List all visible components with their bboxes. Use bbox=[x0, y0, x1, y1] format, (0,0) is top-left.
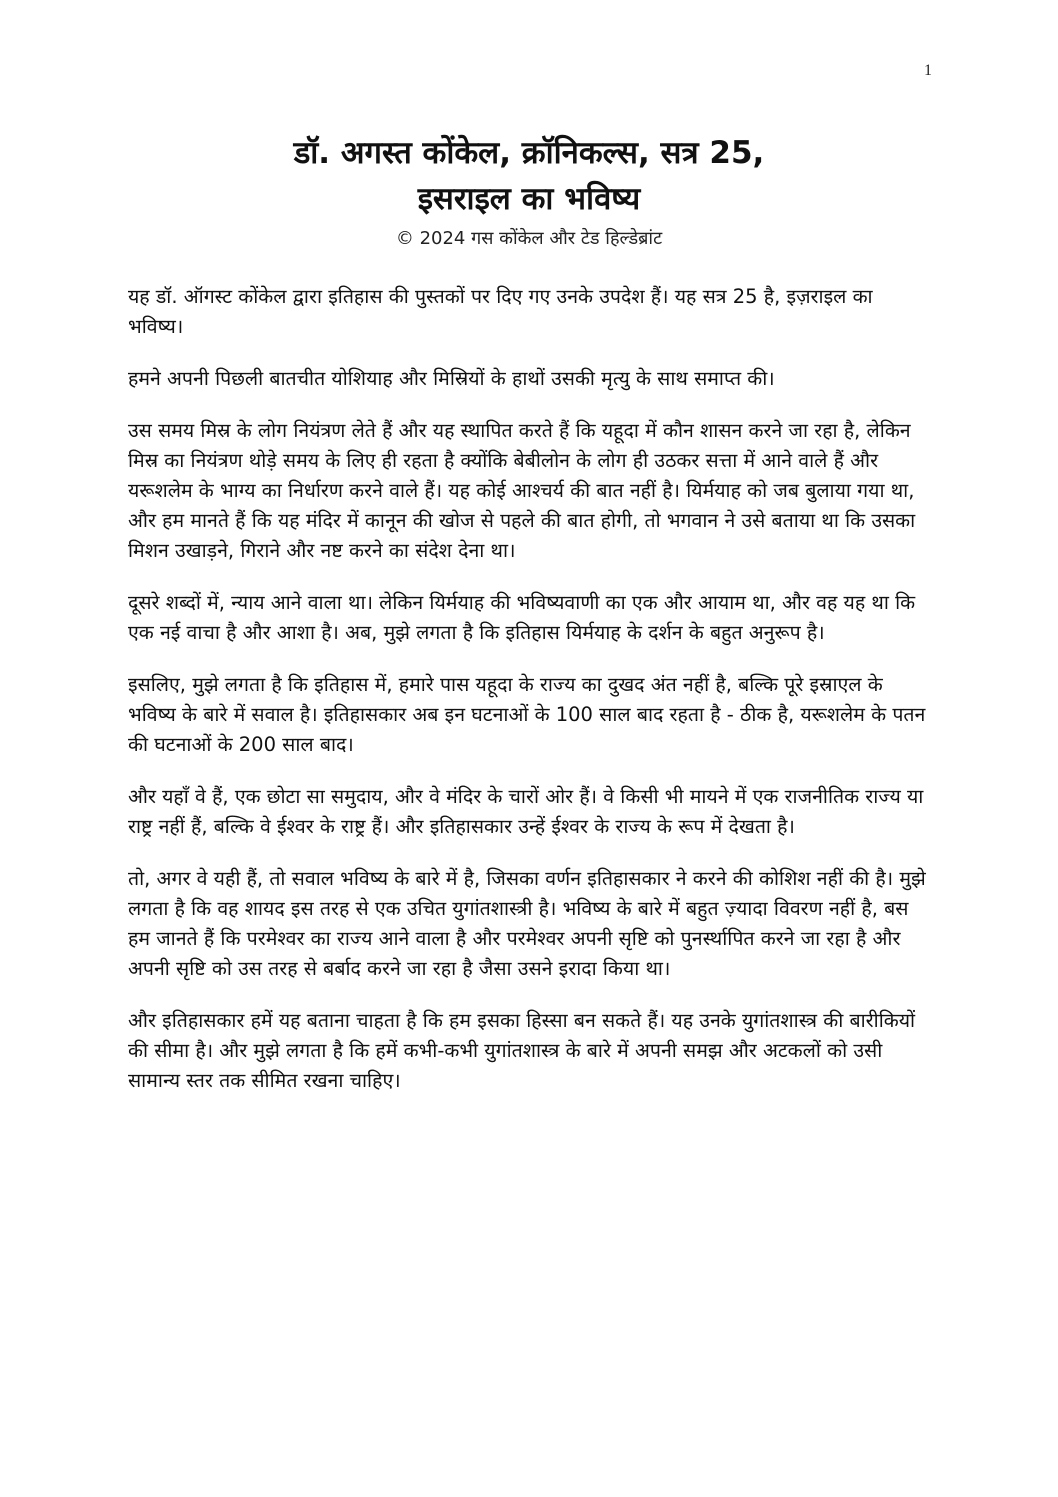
paragraph-6: और यहाँ वे हैं, एक छोटा सा समुदाय, और वे मंदिर के चारों ओर हैं। वे किसी भी मायने में एक राजनीतिक राज्य या राष्ट्र नहीं हैं, बल्कि वे ईश्वर के राष्ट्र हैं। और इतिहासकार उन्हें ईश्वर के राज्य के रूप में देखता है। bbox=[128, 785, 924, 838]
page-number: 1 bbox=[924, 62, 932, 79]
paragraph-1: यह डॉ. ऑगस्ट कोंकेल द्वारा इतिहास की पुस्तकों पर दिए गए उनके उपदेश हैं। यह सत्र 25 है, इज़राइल का भविष्य। bbox=[128, 285, 873, 338]
paragraph-3: उस समय मिस्र के लोग नियंत्रण लेते हैं और यह स्थापित करते हैं कि यहूदा में कौन शासन करने जा रहा है, लेकिन मिस्र का नियंत्रण थोड़े समय के लिए ही रहता है क्योंकि बेबीलोन के लोग ही उठकर सत्ता में आने वाले हैं और यरूशलेम के भाग्य का निर्धारण करने वाले हैं। यह कोई आश्चर्य की बात नहीं है। यिर्मयाह को जब बुलाया गया था, और हम मानते हैं कि यह मंदिर में कानून की खोज से पहले की बात होगी, तो भगवान ने उसे बताया था कि उसका मिशन उखाड़ने, गिराने और नष्ट करने का संदेश देना था। bbox=[128, 419, 916, 562]
paragraph-2: हमने अपनी पिछली बातचीत योशियाह और मिस्रियों के हाथों उसकी मृत्यु के साथ समाप्त की। bbox=[128, 367, 775, 390]
paragraph-8: और इतिहासकार हमें यह बताना चाहता है कि हम इसका हिस्सा बन सकते हैं। यह उनके युगांतशास्त्र की बारीकियों की सीमा है। और मुझे लगता है कि हमें कभी-कभी युगांतशास्त्र के बारे में अपनी समझ और अटकलों को उसी सामान्य स्तर तक सीमित रखना चाहिए। bbox=[128, 1009, 916, 1092]
paragraph-5: इसलिए, मुझे लगता है कि इतिहास में, हमारे पास यहूदा के राज्य का दुखद अंत नहीं है, बल्कि पूरे इस्राएल के भविष्य के बारे में सवाल है। इतिहासकार अब इन घटनाओं के 100 साल बाद रहता है - ठीक है, यरूशलेम के पतन की घटनाओं के 200 साल बाद। bbox=[128, 673, 926, 756]
page-title bbox=[100, 130, 958, 222]
copyright-line: © 2024 गस कोंकेल और टेड हिल्डेब्रांट bbox=[395, 228, 663, 249]
document-body bbox=[128, 282, 933, 1118]
paragraph-4: दूसरे शब्दों में, न्याय आने वाला था। लेकिन यिर्मयाह की भविष्यवाणी का एक और आयाम था, और वह यह था कि एक नई वाचा है और आशा है। अब, मुझे लगता है कि इतिहास यिर्मयाह के दर्शन के बहुत अनुरूप है। bbox=[128, 591, 916, 644]
title-line-1: डॉ. अगस्त कोंकेल, क्रॉनिकल्स, सत्र 25, bbox=[293, 135, 765, 171]
title-line-2: इसराइल का भविष्य bbox=[417, 181, 641, 217]
paragraph-7: तो, अगर वे यही हैं, तो सवाल भविष्य के बारे में है, जिसका वर्णन इतिहासकार ने करने की कोशिश नहीं की है। मुझे लगता है कि वह शायद इस तरह से एक उचित युगांतशास्त्री है। भविष्य के बारे में बहुत ज़्यादा विवरण नहीं है, बस हम जानते हैं कि परमेश्वर का राज्य आने वाला है और परमेश्वर अपनी सृष्टि को पुनर्स्थापित करने जा रहा है और अपनी सृष्टि को उस तरह से बर्बाद करने जा रहा है जैसा उसने इरादा किया था। bbox=[128, 867, 926, 980]
title-block bbox=[100, 130, 958, 252]
